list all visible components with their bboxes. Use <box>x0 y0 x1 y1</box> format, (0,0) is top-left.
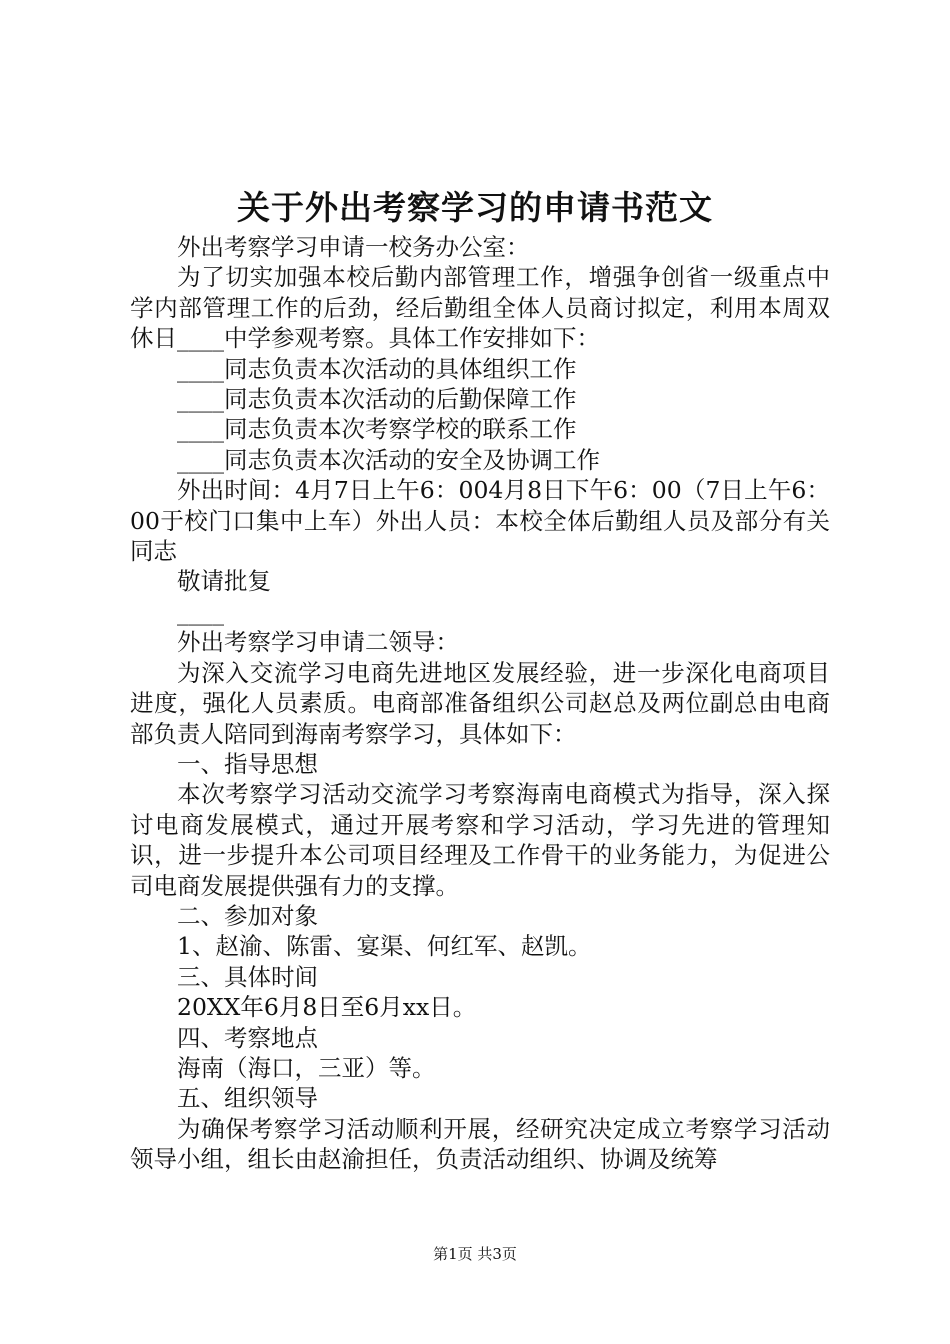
paragraph-4: ____同志负责本次活动的后勤保障工作 <box>177 385 577 414</box>
paragraph-2: 为了切实加强本校后勤内部管理工作，增强争创省一级重点中学内部管理工作的后劲，经后勤组全体人员商讨拟定，利用本周双休日____中学参观考察。具体工作安排如下： <box>130 263 830 353</box>
paragraph-14: 二、参加对象 <box>177 901 318 930</box>
page-footer: 第1页 共3页 <box>433 1245 517 1263</box>
paragraph-9: ____ <box>177 597 224 626</box>
paragraph-15: 1、赵渝、陈雷、宴渠、何红军、赵凯。 <box>177 932 592 961</box>
paragraph-16: 三、具体时间 <box>177 962 318 991</box>
paragraph-10: 外出考察学习申请二领导： <box>177 628 459 657</box>
paragraph-13: 本次考察学习活动交流学习考察海南电商模式为指导，深入探讨电商发展模式，通过开展考察和学习活动，学习先进的管理知识，进一步提升本公司项目经理及工作骨干的业务能力，为促进公司电商发展提供强有力的支撑。 <box>130 780 830 900</box>
paragraph-19: 海南（海口，三亚）等。 <box>177 1053 436 1082</box>
paragraph-12: 一、指导思想 <box>177 749 318 778</box>
paragraph-1: 外出考察学习申请一校务办公室： <box>177 233 530 261</box>
document-body <box>130 232 830 1175</box>
paragraph-5: ____同志负责本次考察学校的联系工作 <box>177 415 577 444</box>
document-title: 关于外出考察学习的申请书范文 <box>237 188 713 227</box>
paragraph-7: 外出时间：4月7日上午6：004月8日下午6：00（7日上午6：00于校门口集中上车）外出人员：本校全体后勤组人员及部分有关同志 <box>130 476 830 566</box>
paragraph-3: ____同志负责本次活动的具体组织工作 <box>177 354 577 383</box>
paragraph-6: ____同志负责本次活动的安全及协调工作 <box>177 445 600 474</box>
paragraph-11: 为深入交流学习电商先进地区发展经验，进一步深化电商项目进度，强化人员素质。电商部准备组织公司赵总及两位副总由电商部负责人陪同到海南考察学习，具体如下： <box>130 658 830 748</box>
paragraph-17: 20XX年6月8日至6月xx日。 <box>177 993 477 1022</box>
paragraph-8: 敬请批复 <box>177 567 271 596</box>
paragraph-18: 四、考察地点 <box>177 1023 318 1052</box>
paragraph-20: 五、组织领导 <box>177 1084 318 1113</box>
paragraph-21: 为确保考察学习活动顺利开展，经研究决定成立考察学习活动领导小组，组长由赵渝担任，负责活动组织、协调及统筹 <box>130 1114 830 1174</box>
